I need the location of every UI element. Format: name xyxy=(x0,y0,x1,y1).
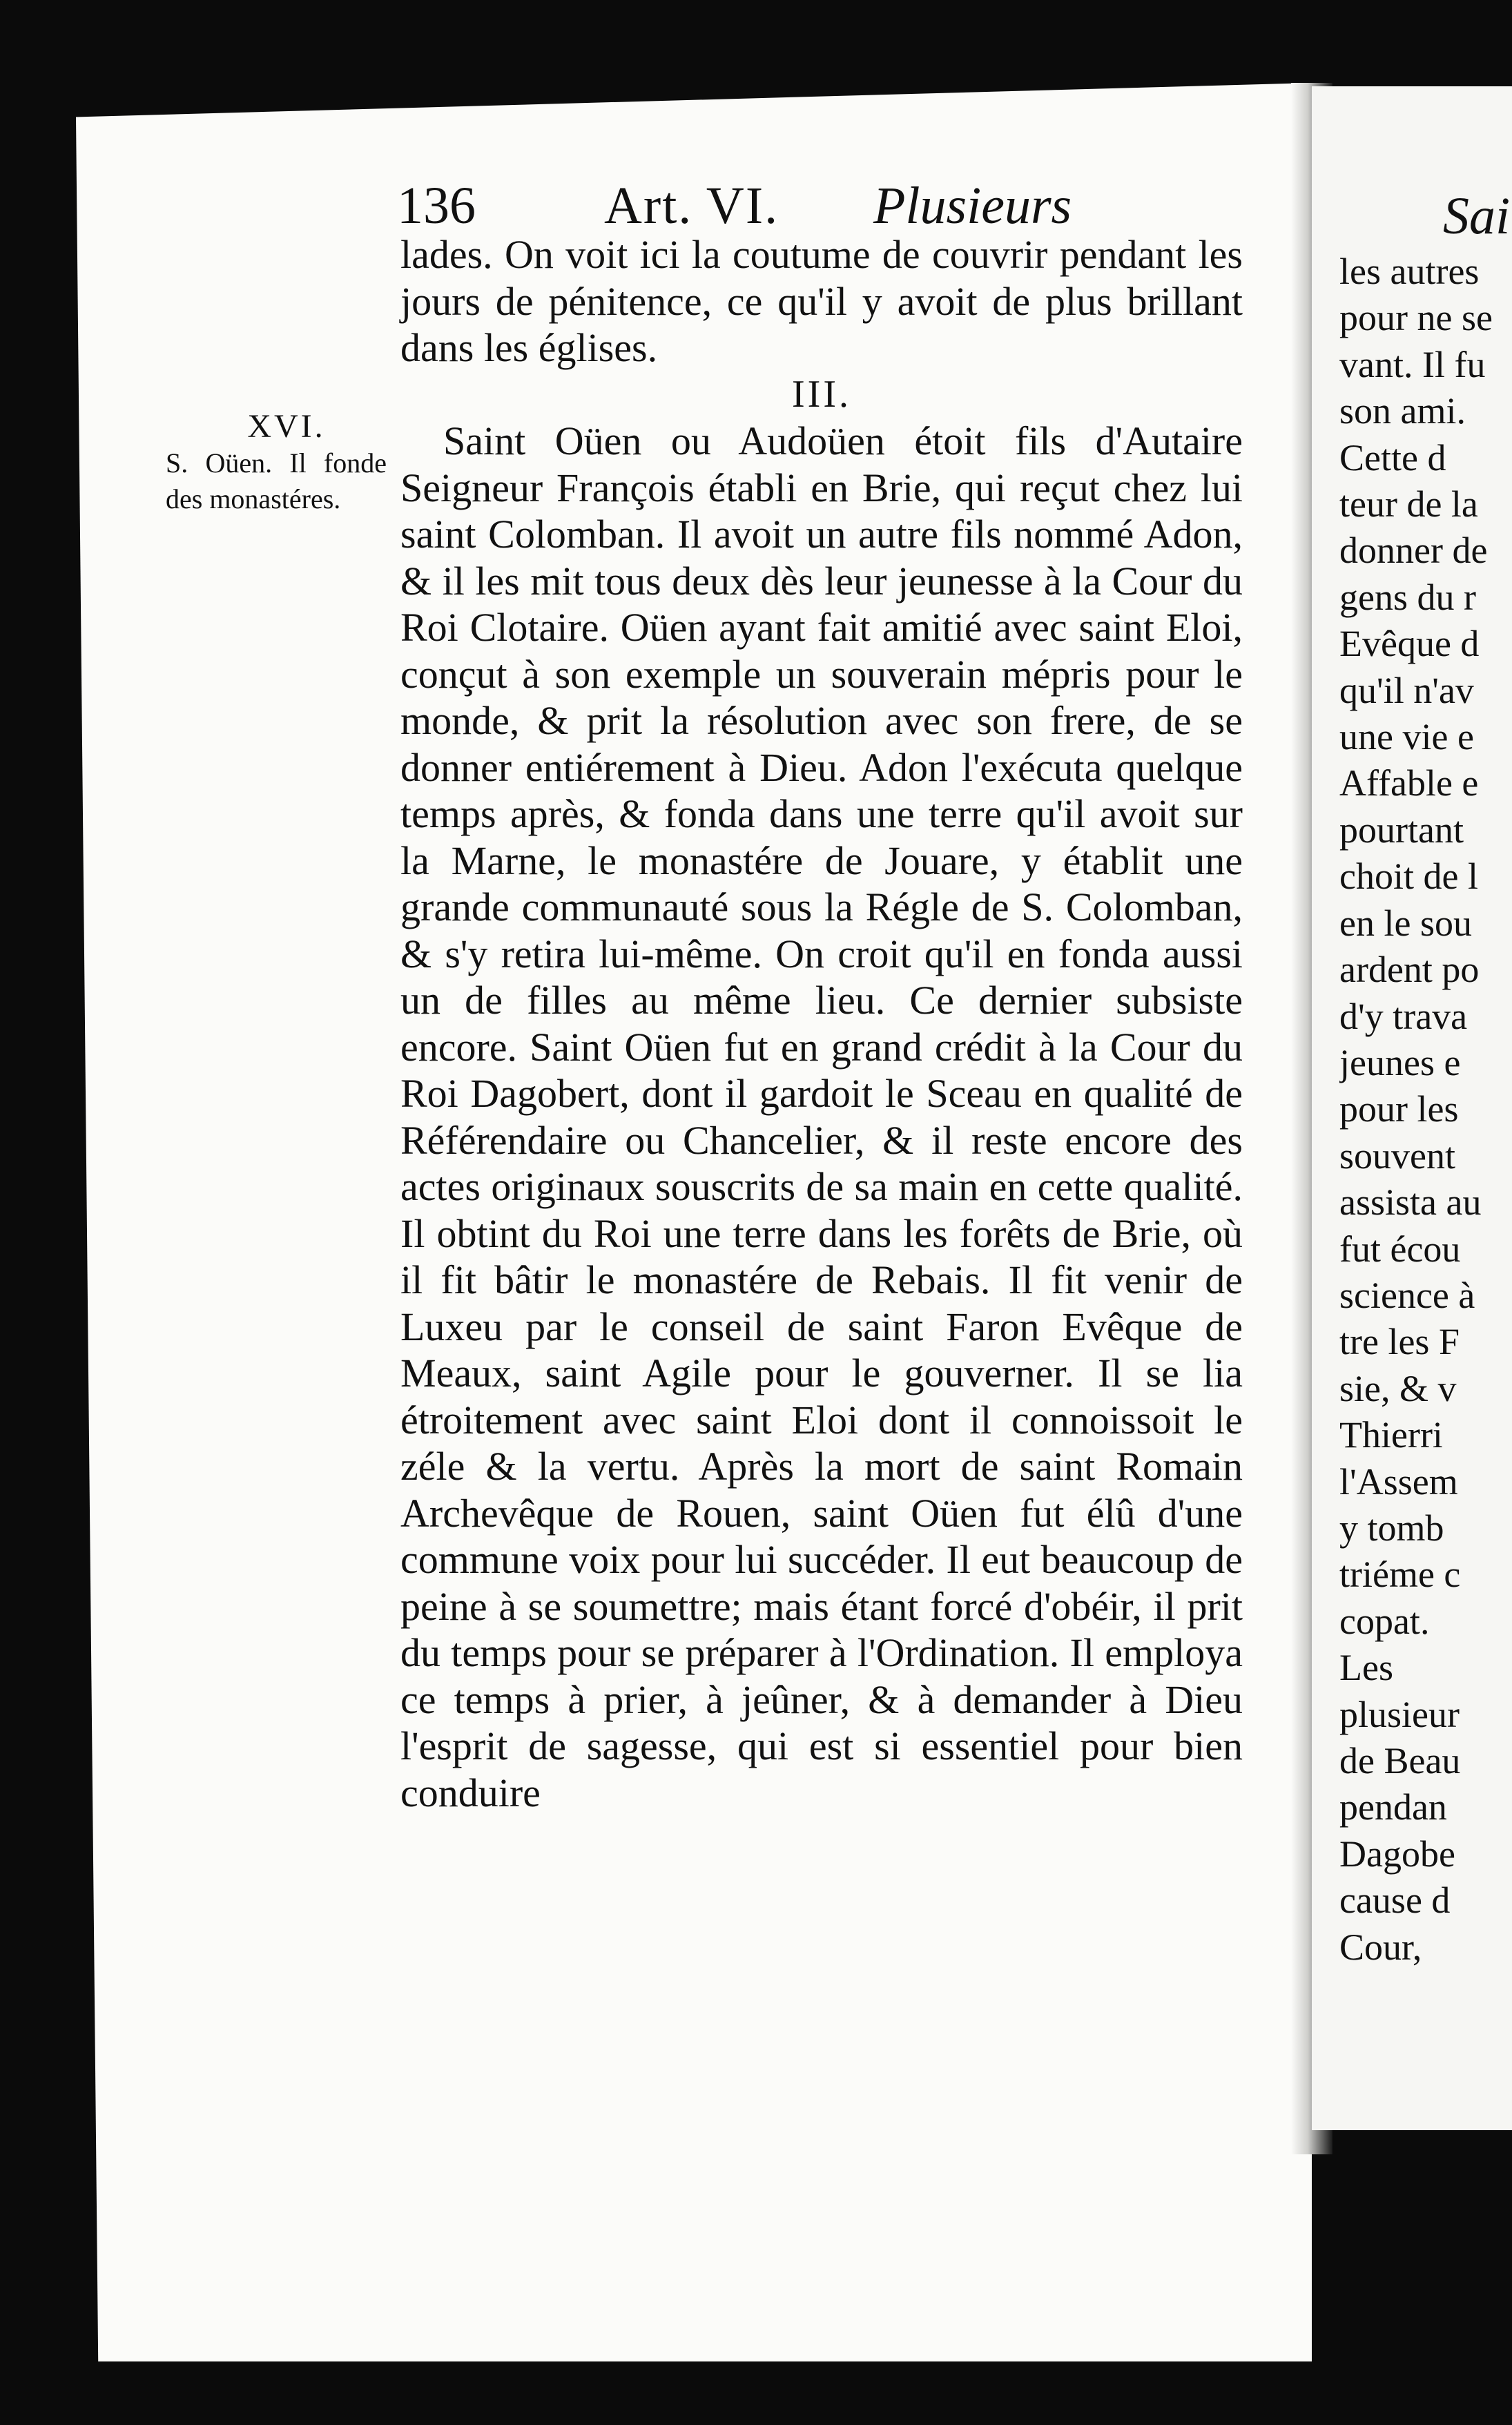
running-head xyxy=(397,176,1232,238)
facing-line: Evêque d xyxy=(1339,623,1480,665)
facing-line: jeunes e xyxy=(1339,1041,1461,1083)
facing-line: plusieur xyxy=(1339,1693,1460,1735)
facing-line: pourtant xyxy=(1339,809,1464,851)
section-number: III. xyxy=(792,372,851,416)
margin-note-number: XVI. xyxy=(247,408,326,445)
facing-lines xyxy=(1339,249,1512,1971)
facing-line: pour ne se xyxy=(1339,297,1493,339)
facing-line: sie, & v xyxy=(1339,1367,1457,1409)
facing-line: une vie e xyxy=(1339,716,1474,758)
facing-line: qu'il n'av xyxy=(1339,669,1474,711)
margin-note xyxy=(166,407,387,517)
facing-line: Dagobe xyxy=(1339,1833,1455,1875)
facing-line: l'Assem xyxy=(1339,1460,1458,1503)
facing-line: choit de l xyxy=(1339,856,1478,898)
facing-line: en le sou xyxy=(1339,902,1472,944)
facing-line: les autres xyxy=(1339,251,1480,292)
facing-line: Les xyxy=(1339,1647,1393,1689)
facing-line: cause d xyxy=(1339,1880,1451,1922)
facing-line: son ami. xyxy=(1339,390,1466,432)
facing-line: Thierri xyxy=(1339,1414,1443,1456)
facing-line: gens du r xyxy=(1339,576,1476,618)
article-label: Art. VI. xyxy=(604,177,779,235)
facing-line: science à xyxy=(1339,1274,1475,1316)
facing-line: souvent xyxy=(1339,1134,1455,1177)
facing-line: tre les F xyxy=(1339,1321,1460,1363)
facing-line: copat. xyxy=(1339,1600,1430,1642)
facing-line: y tomb xyxy=(1339,1507,1444,1549)
running-title: Plusieurs xyxy=(873,177,1072,235)
facing-line: vant. Il fu xyxy=(1339,343,1486,385)
facing-line: ardent po xyxy=(1339,949,1480,991)
facing-line: d'y trava xyxy=(1339,995,1468,1037)
facing-running-head: Sai xyxy=(1443,187,1511,245)
facing-line: fut écou xyxy=(1339,1228,1461,1270)
opening-paragraph: lades. On voit ici la coutume de couvrir pendant les jours de pénitence, ce qu'il y avoit de plus brillant dans les églises. xyxy=(400,232,1243,370)
main-text xyxy=(400,231,1243,1816)
facing-line: Cour, xyxy=(1339,1926,1422,1968)
body-paragraph: Saint Oüen ou Audoüen étoit fils d'Autaire Seigneur François établi en Brie, qui reçut chez lui saint Colomban. Il avoit un autre fils nommé Adon, & il les mit tous deux dès leur jeunesse à la Cour du Roi Clotaire. Oüen ayant fait amitié avec saint Eloi, conçut à son exemple un souverain mépris pour le monde, & prit la résolution avec son frere, de se donner entiérement à Dieu. Adon l'exécuta quelque temps après, & fonda dans une terre qu'il avoit sur la Marne, le monastére de Jouare, y établit une grande communauté sous la Régle de S. Colomban, & s'y retira lui-même. On croit qu'il en fonda aussi un de filles au même lieu. Ce dernier subsiste encore. Saint Oüen fut en grand crédit à la Cour du Roi Dagobert, dont il gardoit le Sceau en qualité de Référendaire ou Chancelier, & il reste encore des actes originaux souscrits de sa main en cette qualité. Il obtint du Roi une terre dans les forêts de Brie, où il fit bâtir le monastére de Rebais. Il fit venir de Luxeu par le conseil de saint Faron Evêque de Meaux, saint Agile pour le gouverner. Il se lia étroitement avec saint Eloi dont il connoissoit le zéle & la vertu. Après la mort de saint Romain Archevêque de Rouen, saint Oüen fut élû d'une commune voix pour lui succéder. Il eut beaucoup de peine à se soumettre; mais étant forcé d'obéir, il prit du temps pour se préparer à l'Ordination. Il employa ce temps à prier, à jeûner, & à demander à Dieu l'esprit de sagesse, qui est si essentiel pour bien conduire xyxy=(400,418,1243,1815)
facing-line: assista au xyxy=(1339,1181,1482,1224)
facing-line: triéme c xyxy=(1339,1554,1461,1596)
facing-line: teur de la xyxy=(1339,483,1478,525)
facing-page-text xyxy=(1339,186,1512,1971)
margin-note-text: S. Oüen. Il fonde des monastéres. xyxy=(166,447,387,514)
facing-line: pendan xyxy=(1339,1786,1447,1828)
facing-line: donner de xyxy=(1339,530,1488,572)
facing-line: de Beau xyxy=(1339,1740,1461,1781)
facing-line: Affable e xyxy=(1339,762,1479,804)
facing-line: pour les xyxy=(1339,1088,1459,1130)
facing-line: Cette d xyxy=(1339,436,1446,479)
page-number: 136 xyxy=(397,177,476,235)
